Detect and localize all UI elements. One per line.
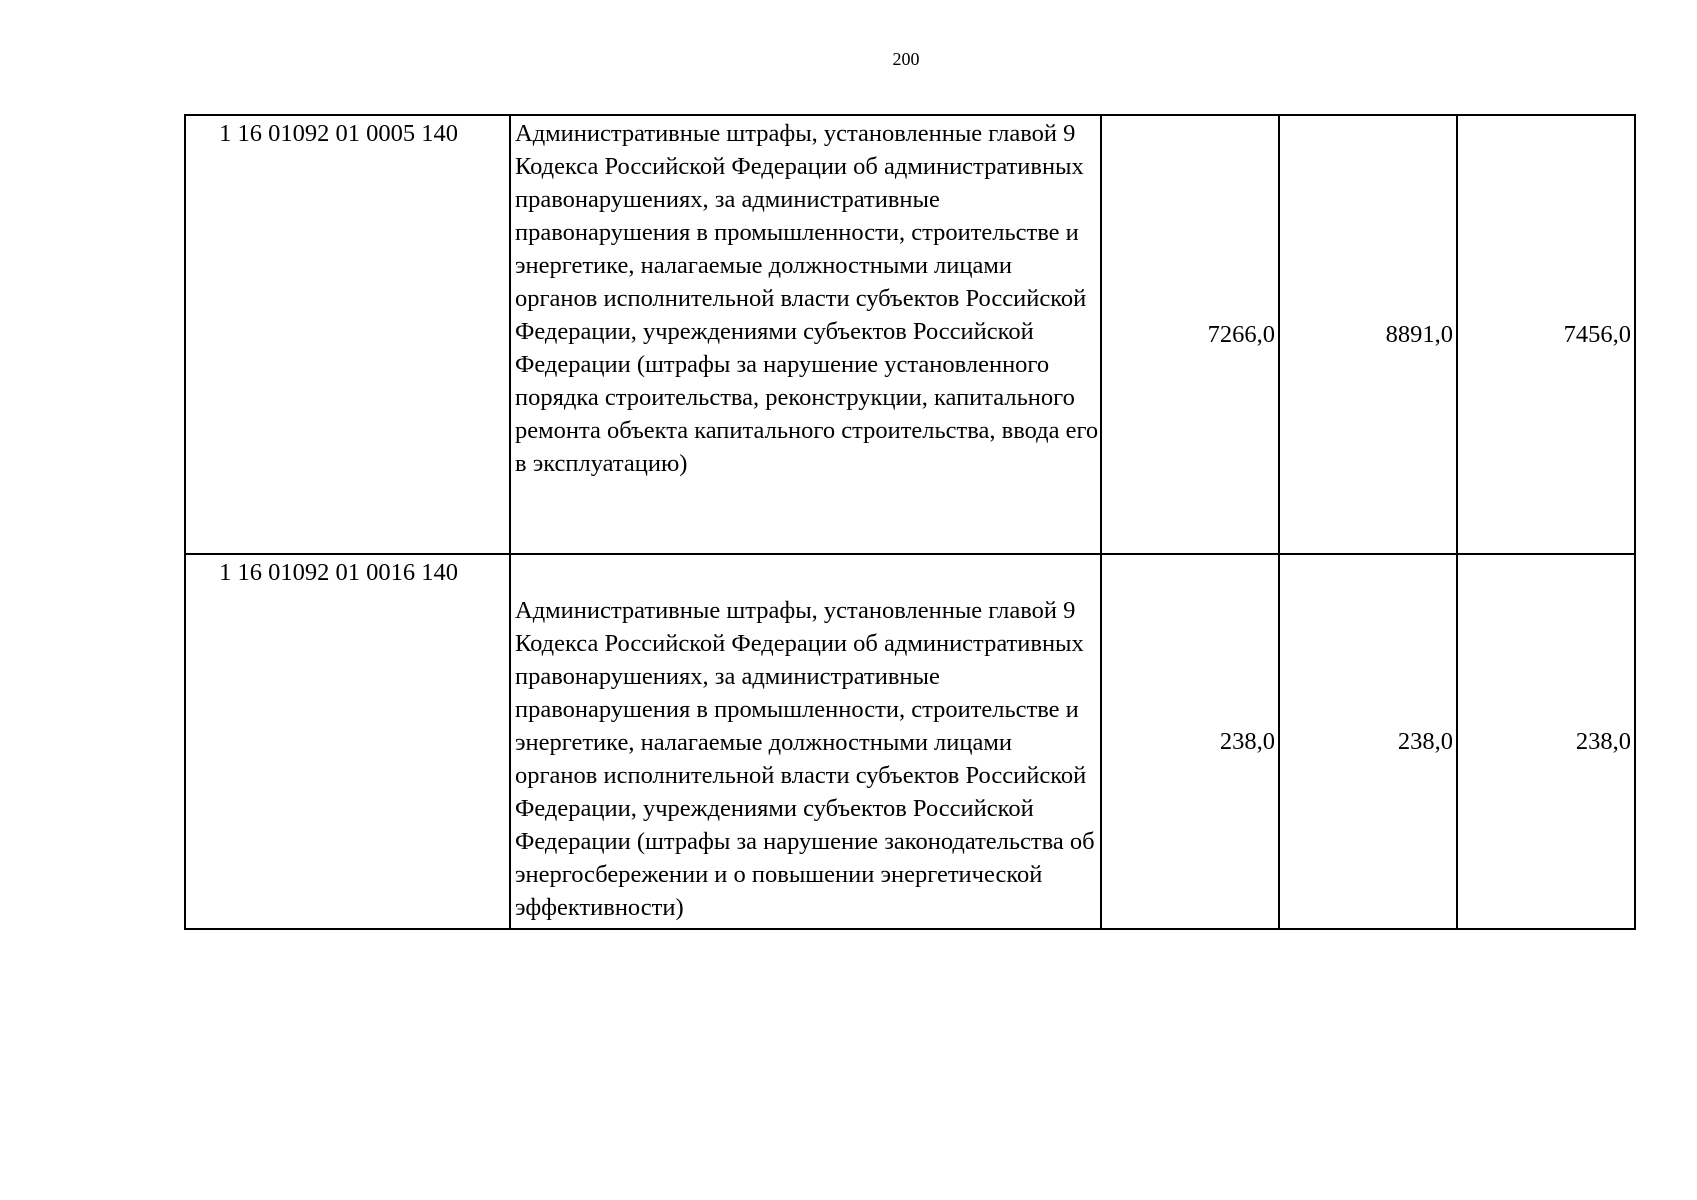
page-number: 200	[892, 49, 920, 69]
revenue-description: Административные штрафы, установленные главой 9 Кодекса Российской Федерации об административных правонарушениях, за административные правонарушения в промышленности, строительстве и энергетике, налагаемые должностными лицами органов исполнительной власти субъектов Российской Федерации, учреждениями субъектов Российской Федерации (штрафы за нарушение установленного порядка строительства, реконструкции, капитального ремонта объекта капитального строительства, ввода его в эксплуатацию)	[510, 115, 1101, 554]
amount-year-1: 7266,0	[1101, 115, 1279, 554]
budget-classification-code: 1 16 01092 01 0005 140	[185, 115, 510, 554]
revenue-description: Административные штрафы, установленные главой 9 Кодекса Российской Федерации об административных правонарушениях, за административные правонарушения в промышленности, строительстве и энергетике, налагаемые должностными лицами органов исполнительной власти субъектов Российской Федерации, учреждениями субъектов Российской Федерации (штрафы за нарушение законодательства об энергосбережении и о повышении энергетической эффективности)	[510, 554, 1101, 929]
amount-year-2: 8891,0	[1279, 115, 1457, 554]
budget-classification-code: 1 16 01092 01 0016 140	[185, 554, 510, 929]
amount-year-1: 238,0	[1101, 554, 1279, 929]
budget-revenue-table	[184, 114, 1636, 930]
table-row	[185, 554, 1635, 929]
table-row	[185, 115, 1635, 554]
amount-year-3: 238,0	[1457, 554, 1635, 929]
amount-year-2: 238,0	[1279, 554, 1457, 929]
amount-year-3: 7456,0	[1457, 115, 1635, 554]
